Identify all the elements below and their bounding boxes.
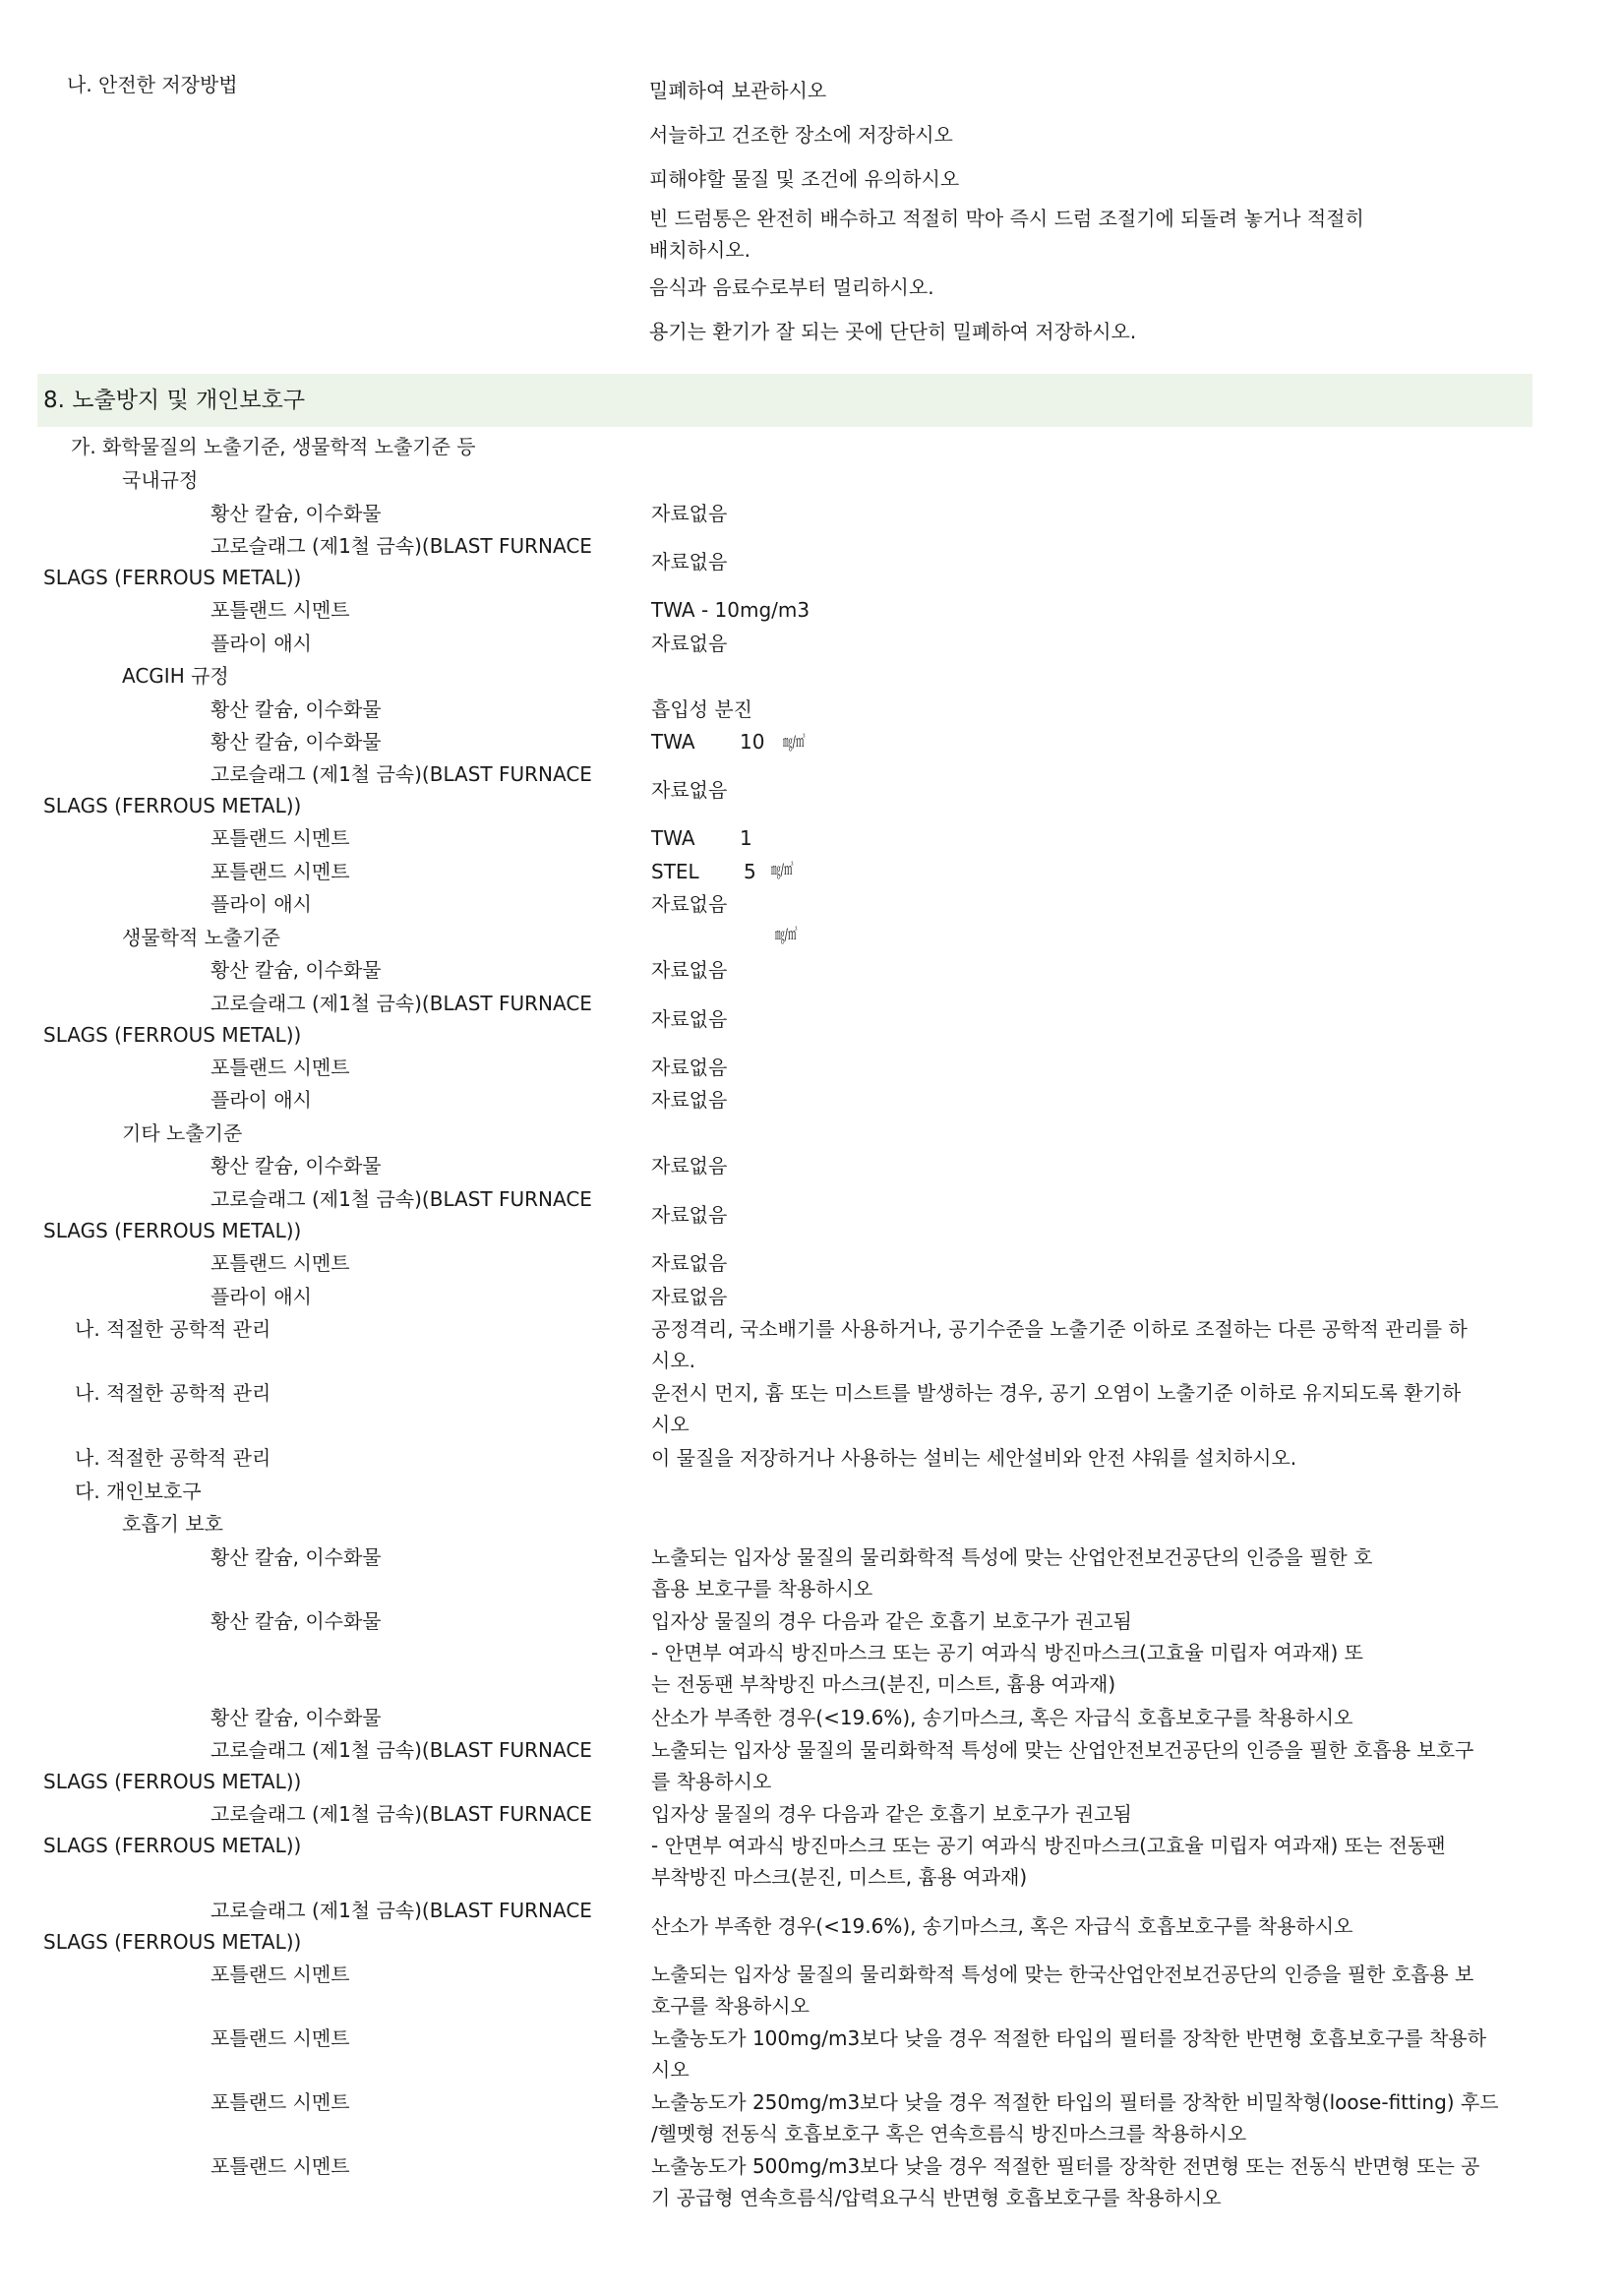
ppe-text: 를 착용하시오: [651, 1770, 772, 1793]
exposure-value: 자료없음: [651, 550, 728, 574]
substance-name: 고로슬래그 (제1철 금속)(BLAST FURNACE: [210, 1738, 592, 1762]
ppe-text: 흡용 보호구를 착용하시오: [651, 1577, 873, 1601]
exposure-type: TWA: [651, 826, 695, 850]
substance-name-cont: SLAGS (FERROUS METAL)): [43, 1930, 302, 1954]
ppe-text: 노출되는 입자상 물질의 물리화학적 특성에 맞는 한국산업안전보건공단의 인증을 필한 호흡용 보: [651, 1963, 1474, 1986]
section-title: 8. 노출방지 및 개인보호구: [43, 388, 306, 413]
engineering-label: 나. 적절한 공학적 관리: [75, 1446, 271, 1470]
exposure-value: 자료없음: [651, 1007, 728, 1031]
substance-name: 포틀랜드 시멘트: [210, 860, 350, 883]
substance-name: 황산 칼슘, 이수화물: [210, 1154, 382, 1178]
exposure-type: TWA: [651, 730, 695, 754]
ppe-text: 산소가 부족한 경우(<19.6%), 송기마스크, 혹은 자급식 호흡보호구를 착용하시오: [651, 1914, 1353, 1938]
ppe-text: 노출되는 입자상 물질의 물리화학적 특성에 맞는 산업안전보건공단의 인증을 필한 호: [651, 1545, 1373, 1569]
storage-line: 밀폐하여 보관하시오: [649, 79, 827, 102]
ppe-text: - 안면부 여과식 방진마스크 또는 공기 여과식 방진마스크(고효율 미립자 여과재) 또: [651, 1641, 1363, 1664]
substance-name-cont: SLAGS (FERROUS METAL)): [43, 794, 302, 817]
substance-name: 황산 칼슘, 이수화물: [210, 1706, 382, 1729]
exposure-type: STEL: [651, 860, 699, 883]
storage-line: 배치하시오.: [649, 238, 750, 262]
exposure-value: 자료없음: [651, 502, 728, 525]
substance-name-cont: SLAGS (FERROUS METAL)): [43, 1770, 302, 1793]
ppe-text: 산소가 부족한 경우(<19.6%), 송기마스크, 혹은 자급식 호흡보호구를 착용하시오: [651, 1706, 1353, 1729]
storage-line: 서늘하고 건조한 장소에 저장하시오: [649, 123, 953, 147]
substance-name-cont: SLAGS (FERROUS METAL)): [43, 1834, 302, 1857]
storage-line: 음식과 음료수로부터 멀리하시오.: [649, 275, 934, 299]
exposure-value: 자료없음: [651, 1251, 728, 1275]
subsection-title: 가. 화학물질의 노출기준, 생물학적 노출기준 등: [71, 435, 476, 458]
exposure-value: 자료없음: [651, 632, 728, 655]
exposure-value: 자료없음: [651, 1088, 728, 1112]
exposure-value: 자료없음: [651, 778, 728, 802]
storage-line: 빈 드럼통은 완전히 배수하고 적절히 막아 즉시 드럼 조절기에 되돌려 놓거나 적절히: [649, 207, 1364, 230]
regulation-label: ACGIH 규정: [122, 664, 229, 688]
engineering-text: 공정격리, 국소배기를 사용하거나, 공기수준을 노출기준 이하로 조절하는 다른 공학적 관리를 하: [651, 1317, 1468, 1341]
substance-name: 포틀랜드 시멘트: [210, 2090, 350, 2114]
regulation-label: 국내규정: [122, 468, 199, 492]
engineering-label: 나. 적절한 공학적 관리: [75, 1381, 271, 1405]
exposure-value: 자료없음: [651, 1056, 728, 1079]
ppe-text: 노출농도가 500mg/m3보다 낮을 경우 적절한 필터를 장착한 전면형 또는 전동식 반면형 또는 공: [651, 2154, 1480, 2178]
substance-name: 포틀랜드 시멘트: [210, 1251, 350, 1275]
respiratory-label: 호흡기 보호: [122, 1512, 223, 1536]
substance-name: 고로슬래그 (제1철 금속)(BLAST FURNACE: [210, 1899, 592, 1922]
exposure-value: 자료없음: [651, 1203, 728, 1227]
ppe-text: 시오: [651, 2058, 690, 2082]
substance-name-cont: SLAGS (FERROUS METAL)): [43, 1219, 302, 1242]
substance-name: 고로슬래그 (제1철 금속)(BLAST FURNACE: [210, 992, 592, 1015]
substance-name: 플라이 애시: [210, 892, 312, 916]
substance-name: 플라이 애시: [210, 1285, 312, 1308]
ppe-text: 는 전동팬 부착방진 마스크(분진, 미스트, 흄용 여과재): [651, 1672, 1116, 1696]
exposure-unit: ㎎/㎥: [771, 860, 794, 878]
exposure-value: 자료없음: [651, 892, 728, 916]
substance-name-cont: SLAGS (FERROUS METAL)): [43, 566, 302, 589]
exposure-number: 5: [744, 860, 756, 883]
ppe-text: 부착방진 마스크(분진, 미스트, 흄용 여과재): [651, 1865, 1028, 1889]
exposure-unit: ㎎/㎥: [775, 925, 798, 943]
storage-line: 용기는 환기가 잘 되는 곳에 단단히 밀폐하여 저장하시오.: [649, 320, 1137, 343]
substance-name: 고로슬래그 (제1철 금속)(BLAST FURNACE: [210, 1187, 592, 1211]
ppe-text: 노출되는 입자상 물질의 물리화학적 특성에 맞는 산업안전보건공단의 인증을 필한 호흡용 보호구: [651, 1738, 1474, 1762]
substance-name: 포틀랜드 시멘트: [210, 826, 350, 850]
substance-name-cont: SLAGS (FERROUS METAL)): [43, 1023, 302, 1047]
engineering-text: 이 물질을 저장하거나 사용하는 설비는 세안설비와 안전 샤워를 설치하시오.: [651, 1446, 1297, 1470]
exposure-value: 자료없음: [651, 1285, 728, 1308]
engineering-text: 운전시 먼지, 흄 또는 미스트를 발생하는 경우, 공기 오염이 노출기준 이하로 유지되도록 환기하: [651, 1381, 1462, 1405]
ppe-text: 입자상 물질의 경우 다음과 같은 호흡기 보호구가 권고됨: [651, 1802, 1132, 1826]
ppe-text: 노출농도가 100mg/m3보다 낮을 경우 적절한 타입의 필터를 장착한 반면형 호흡보호구를 착용하: [651, 2026, 1487, 2050]
substance-name: 황산 칼슘, 이수화물: [210, 958, 382, 982]
substance-name: 포틀랜드 시멘트: [210, 2154, 350, 2178]
ppe-text: /헬멧형 전동식 호흡보호구 혹은 연속흐름식 방진마스크를 착용하시오: [651, 2122, 1247, 2145]
substance-name: 고로슬래그 (제1철 금속)(BLAST FURNACE: [210, 534, 592, 558]
substance-name: 황산 칼슘, 이수화물: [210, 1609, 382, 1633]
engineering-text: 시오.: [651, 1349, 695, 1372]
storage-label: 나. 안전한 저장방법: [67, 73, 238, 96]
regulation-label: 생물학적 노출기준: [122, 926, 280, 949]
exposure-number: 10: [740, 730, 765, 754]
substance-name: 황산 칼슘, 이수화물: [210, 502, 382, 525]
exposure-number: 1: [740, 826, 752, 850]
engineering-text: 시오: [651, 1413, 690, 1436]
substance-name: 고로슬래그 (제1철 금속)(BLAST FURNACE: [210, 762, 592, 786]
ppe-text: 노출농도가 250mg/m3보다 낮을 경우 적절한 타입의 필터를 장착한 비밀착형(loose-fitting) 후드: [651, 2090, 1499, 2114]
exposure-value: 흡입성 분진: [651, 697, 752, 721]
substance-name: 황산 칼슘, 이수화물: [210, 697, 382, 721]
ppe-text: 호구를 착용하시오: [651, 1994, 810, 2018]
substance-name: 황산 칼슘, 이수화물: [210, 730, 382, 754]
substance-name: 플라이 애시: [210, 632, 312, 655]
exposure-value: 자료없음: [651, 1154, 728, 1178]
substance-name: 포틀랜드 시멘트: [210, 598, 350, 622]
ppe-text: 입자상 물질의 경우 다음과 같은 호흡기 보호구가 권고됨: [651, 1609, 1132, 1633]
ppe-text: - 안면부 여과식 방진마스크 또는 공기 여과식 방진마스크(고효율 미립자 여과재) 또는 전동팬: [651, 1834, 1446, 1857]
substance-name: 포틀랜드 시멘트: [210, 1963, 350, 1986]
substance-name: 플라이 애시: [210, 1088, 312, 1112]
engineering-label: 나. 적절한 공학적 관리: [75, 1317, 271, 1341]
substance-name: 고로슬래그 (제1철 금속)(BLAST FURNACE: [210, 1802, 592, 1826]
exposure-value: TWA - 10mg/m3: [651, 598, 810, 622]
substance-name: 포틀랜드 시멘트: [210, 1056, 350, 1079]
exposure-value: 자료없음: [651, 958, 728, 982]
storage-line: 피해야할 물질 및 조건에 유의하시오: [649, 167, 960, 191]
ppe-text: 기 공급형 연속흐름식/압력요구식 반면형 호흡보호구를 착용하시오: [651, 2186, 1222, 2209]
regulation-label: 기타 노출기준: [122, 1121, 243, 1145]
exposure-unit: ㎎/㎥: [783, 732, 806, 751]
substance-name: 황산 칼슘, 이수화물: [210, 1545, 382, 1569]
ppe-label: 다. 개인보호구: [75, 1480, 202, 1503]
substance-name: 포틀랜드 시멘트: [210, 2026, 350, 2050]
